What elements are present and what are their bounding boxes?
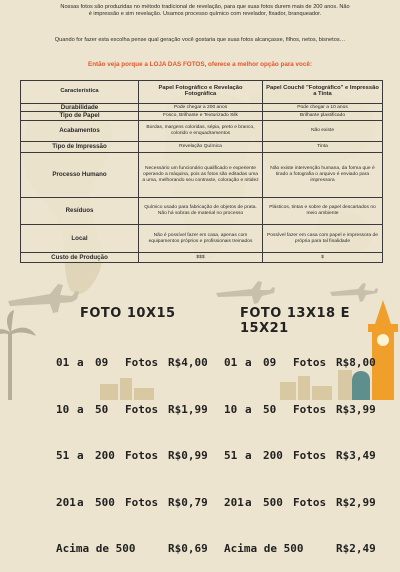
qty-unit: Fotos	[125, 356, 159, 369]
palm-tree-icon	[0, 310, 36, 400]
price-title-10x15: FOTO 10X15	[80, 306, 176, 321]
table-cell: $	[263, 253, 383, 263]
qty-from: Acima de 500	[56, 542, 136, 555]
table-cell: $$$	[139, 253, 263, 263]
table-row	[21, 112, 383, 121]
qty-sep: a	[77, 495, 84, 509]
unit-price: R$0,99	[168, 449, 208, 462]
table-row	[21, 104, 383, 112]
table-cell: Tinta	[263, 142, 383, 153]
qty-to: 500	[263, 495, 283, 509]
qty-to: 50	[263, 402, 277, 416]
table-cell: Fosco, Brilhante e Texturizado Silk	[139, 112, 263, 121]
qty-unit: Fotos	[125, 402, 159, 416]
table-feature-cell: Tipo de Papel	[21, 112, 139, 121]
price-row	[56, 448, 220, 464]
table-header-cell: Característica	[21, 81, 139, 104]
unit-price: R$1,99	[168, 402, 208, 416]
table-header-row	[21, 81, 383, 104]
comparison-table	[20, 80, 383, 263]
qty-unit: Fotos	[125, 495, 159, 509]
qty-unit: Fotos	[293, 495, 327, 509]
table-feature-cell: Resíduos	[21, 198, 139, 225]
qty-from: Acima de 500	[224, 542, 304, 555]
table-cell: Pode chegar a 200 anos	[139, 104, 263, 112]
qty-sep: a	[77, 356, 84, 369]
unit-price: R$8,00	[336, 356, 376, 369]
qty-to: 200	[95, 449, 115, 462]
qty-sep: a	[245, 449, 252, 462]
qty-sep: a	[245, 402, 252, 416]
table-feature-cell: Processo Humano	[21, 153, 139, 198]
table-cell: Plásticos, tintas e sobre de papel descartados no meio ambiente	[263, 198, 383, 225]
table-feature-cell: Acabamentos	[21, 121, 139, 142]
table-row	[21, 198, 383, 225]
airplane-icon	[8, 284, 79, 313]
qty-from: 201	[224, 495, 244, 509]
airplane-icon	[330, 283, 378, 302]
table-header-cell: Papel Couchê "Fotográfico" e Impressão a Tinta	[263, 81, 383, 104]
intro-paragraph: Nossas fotos são produzidas no método tradicional de revelação, para que suas fotos durem mais de 200 anos. Não é impressão e sim revelação. Usamos processo químico com revelador, fixador, branqueador.	[60, 4, 350, 17]
qty-to: 500	[95, 495, 115, 509]
table-cell: Químico usado para fabricação de objetos de prata. Não há sobras de material no processo	[139, 198, 263, 225]
table-feature-cell: Local	[21, 225, 139, 253]
price-row	[224, 402, 388, 418]
qty-from: 51	[56, 449, 70, 462]
table-cell: Não existe	[263, 121, 383, 142]
table-header-cell: Papel Fotográfico e Revelação Fotográfica	[139, 81, 263, 104]
unit-price: R$3,99	[336, 402, 376, 416]
qty-unit: Fotos	[125, 449, 159, 462]
qty-unit: Fotos	[293, 402, 327, 416]
table-cell: Possível fazer em casa com papel e impressora de própria para tal finalidade	[263, 225, 383, 253]
qty-sep: a	[77, 402, 84, 416]
qty-from: 01	[224, 356, 238, 369]
table-cell: Revelação Química	[139, 142, 263, 153]
price-row	[56, 402, 220, 418]
price-row	[56, 355, 220, 371]
price-row	[224, 495, 388, 511]
qty-sep: a	[77, 449, 84, 462]
qty-sep: a	[245, 356, 252, 369]
qty-to: 200	[263, 449, 283, 462]
qty-to: 09	[263, 356, 277, 369]
table-row	[21, 153, 383, 198]
table-cell: Necessário um funcionário qualificado e experiente operando a máquina, pois as fotos são editadas uma a uma, melhorando seu contraste, coloração e nitidez	[139, 153, 263, 198]
table-cell: Bordas, margens coloridas, sépia, preto e branco, colorido e enquadramentos	[139, 121, 263, 142]
qty-unit: Fotos	[293, 449, 327, 462]
price-title-13x18-15x21: FOTO 13X18 E 15X21	[240, 306, 350, 336]
unit-price: R$2,49	[336, 542, 376, 555]
qty-to: 09	[95, 356, 109, 369]
price-row	[224, 355, 388, 371]
qty-sep: a	[245, 495, 252, 509]
table-cell: Pode chegar a 10 anos	[263, 104, 383, 112]
table-feature-cell: Custo de Produção	[21, 253, 139, 263]
table-row	[21, 225, 383, 253]
unit-price: R$0,79	[168, 495, 208, 509]
qty-from: 10	[224, 402, 238, 416]
unit-price: R$3,49	[336, 449, 376, 462]
price-row	[224, 541, 388, 557]
airplane-icon	[216, 281, 275, 304]
unit-price: R$0,69	[168, 542, 208, 555]
qty-from: 51	[224, 449, 238, 462]
table-row	[21, 142, 383, 153]
table-feature-cell: Durabilidade	[21, 104, 139, 112]
table-cell: Não é possível fazer em casa, apenas com equipamentos próprios e profissionais treinados	[139, 225, 263, 253]
unit-price: R$4,00	[168, 356, 208, 369]
price-row	[224, 448, 388, 464]
qty-from: 201	[56, 495, 76, 509]
table-cell: Não existe intervenção humana, da forma que é tirado a fotografia o arquivo é enviado para impressora	[263, 153, 383, 198]
price-list-10x15	[56, 324, 220, 572]
qty-from: 01	[56, 356, 70, 369]
unit-price: R$2,99	[336, 495, 376, 509]
highlight-headline: Então veja porque a LOJA DAS FOTOS, oferece a melhor opção para você:	[88, 61, 312, 68]
qty-from: 10	[56, 402, 70, 416]
table-feature-cell: Tipo de Impressão	[21, 142, 139, 153]
price-list-13x18-15x21	[224, 324, 388, 572]
price-row	[56, 495, 220, 511]
table-cell: Brilhante plastificado	[263, 112, 383, 121]
table-row	[21, 121, 383, 142]
intro-question: Quando for fazer esta escolha pense qual geração você gostaria que suas fotos alcançasse, filhos, netos, bisnetos…	[54, 37, 346, 43]
qty-unit: Fotos	[293, 356, 327, 369]
qty-to: 50	[95, 402, 109, 416]
table-row	[21, 253, 383, 263]
price-row	[56, 541, 220, 557]
